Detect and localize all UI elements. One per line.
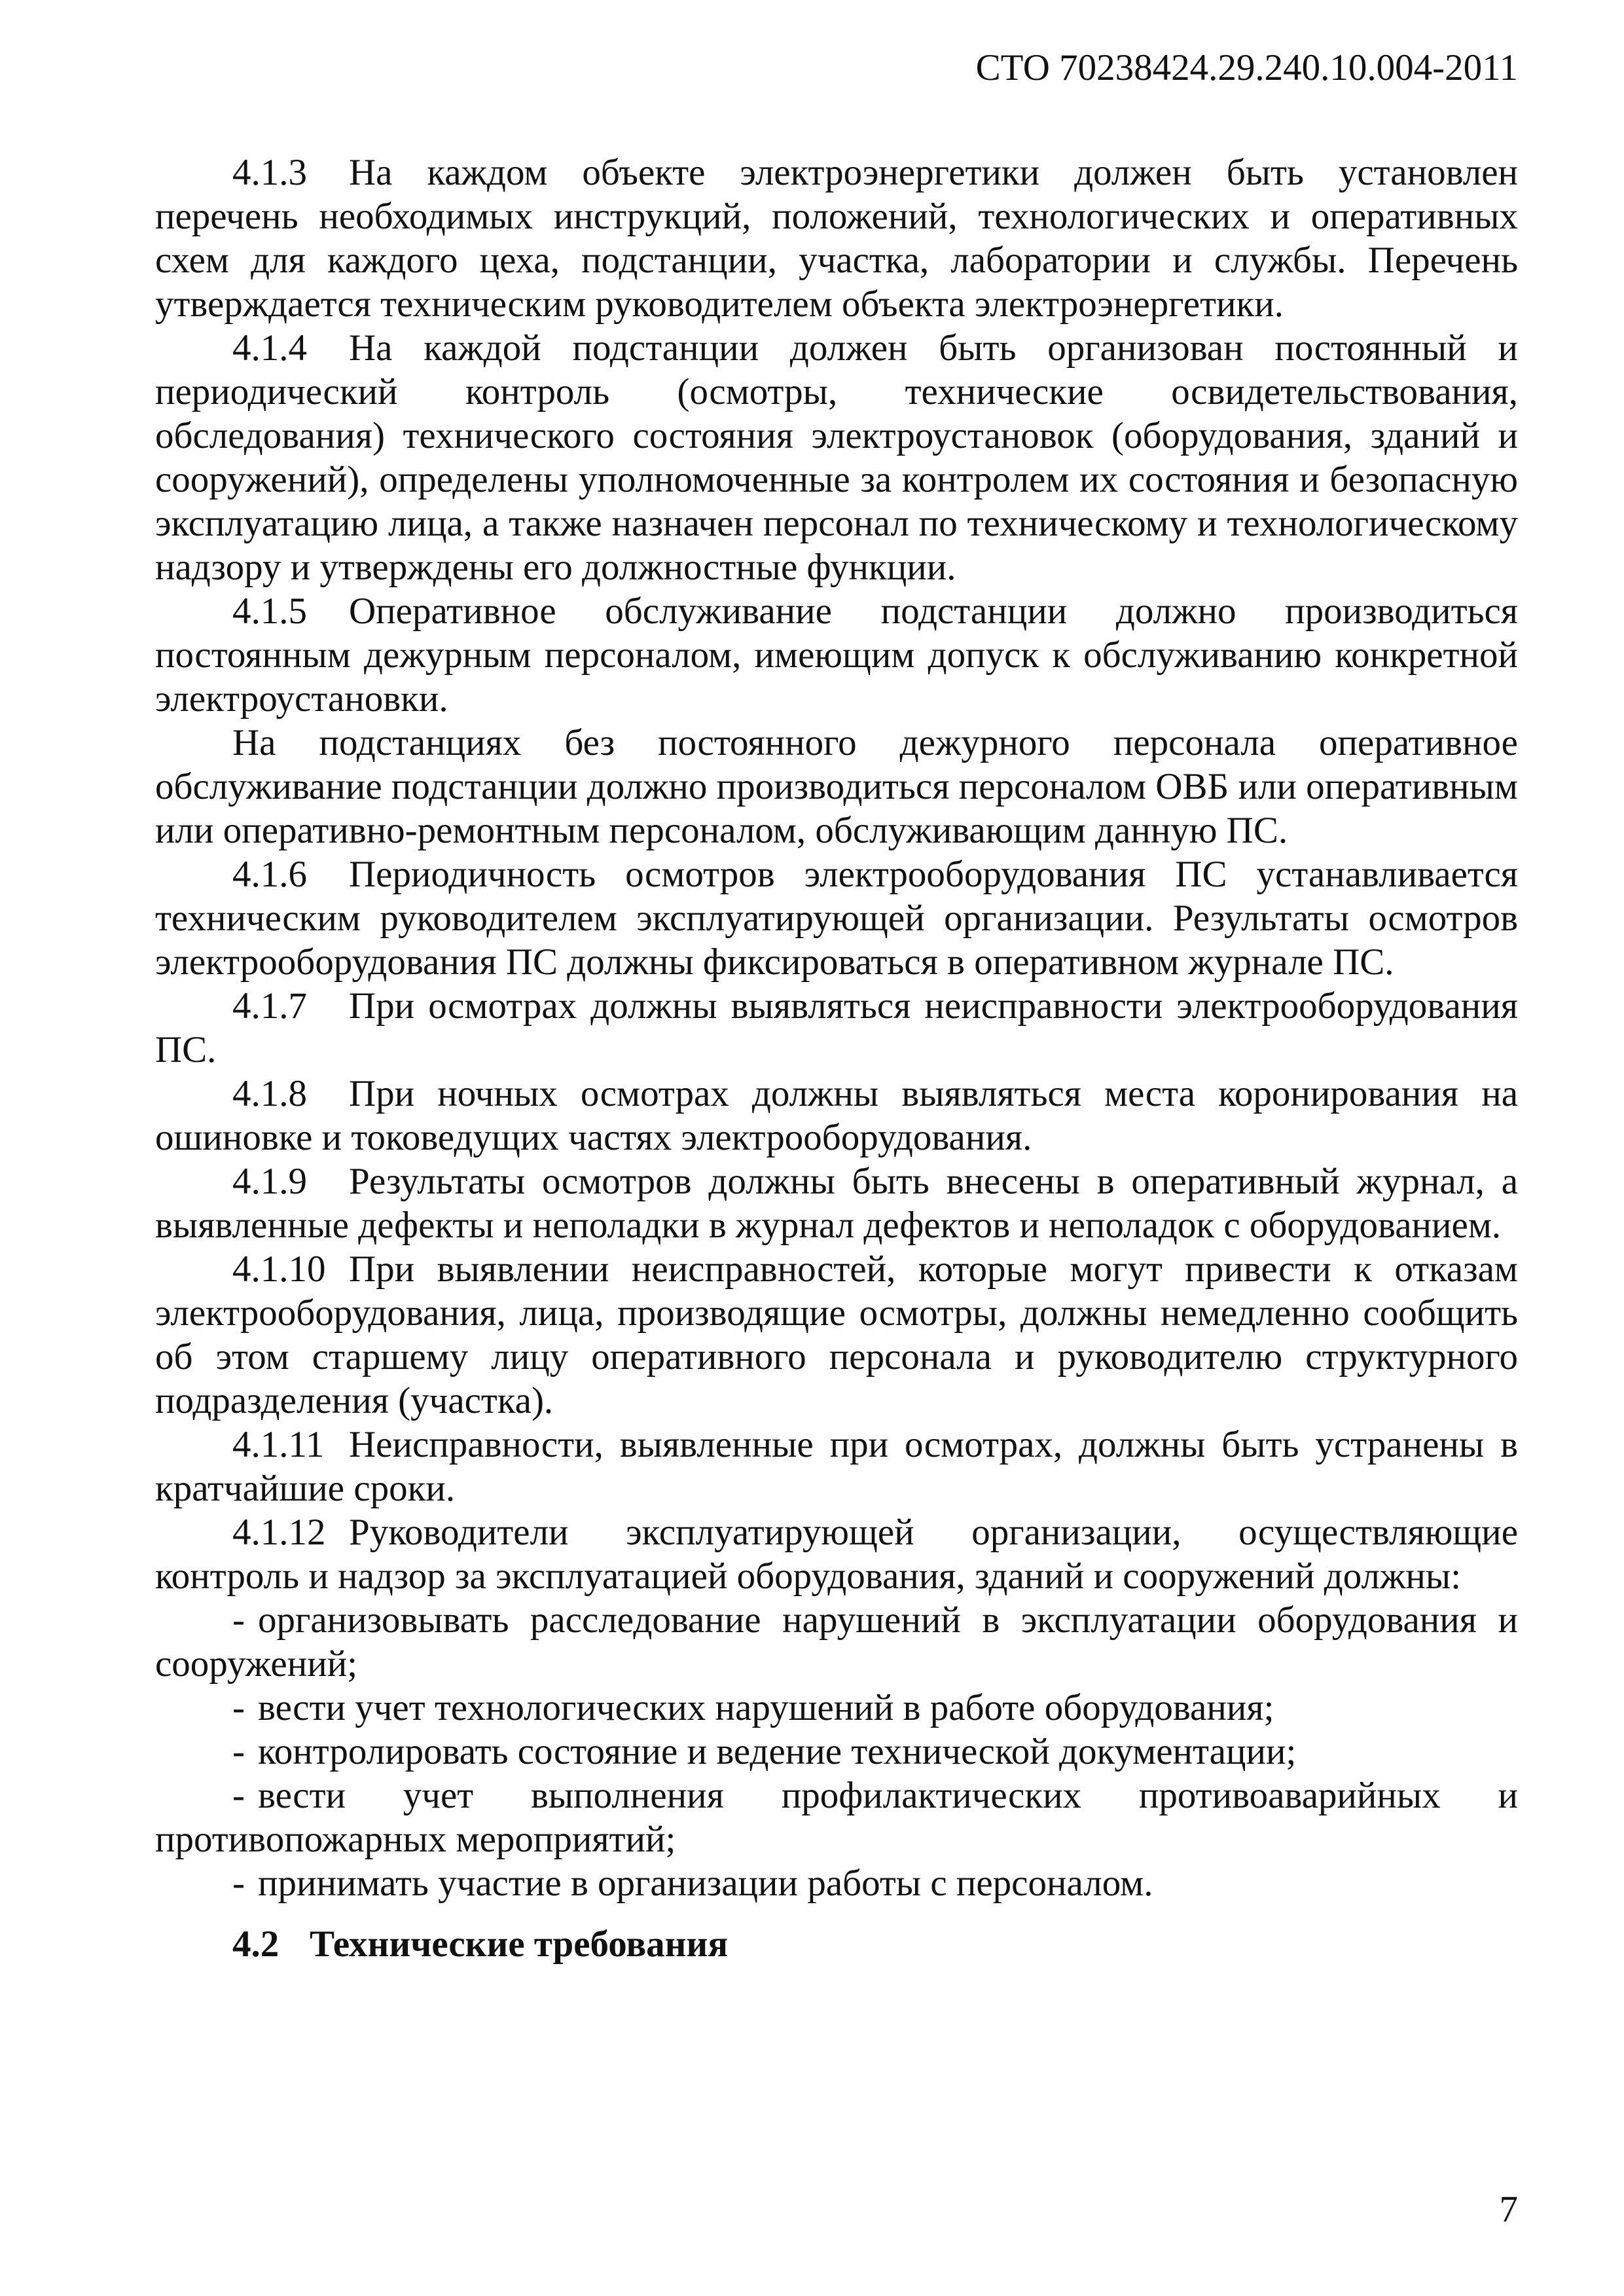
clause-number: 4.1.11 [232, 1424, 325, 1465]
clause-text: Периодичность осмотров электрооборудования ПС устанавливается техническим руководителем эксплуатирующей организации. Результаты осмотров электрооборудования ПС должны фиксироваться в оперативном журнале ПС. [155, 854, 1518, 983]
list-dash: - [232, 1775, 245, 1816]
list-item [155, 1861, 1518, 1905]
clause-text: Неисправности, выявленные при осмотрах, должны быть устранены в кратчайшие сроки. [155, 1424, 1518, 1509]
list-item-text: принимать участие в организации работы с персоналом. [257, 1863, 1153, 1904]
paragraph-4-1-12 [155, 1510, 1518, 1598]
clause-number: 4.1.9 [232, 1161, 307, 1202]
clause-text: На каждой подстанции должен быть организован постоянный и периодический контроль (осмотры, технические освидетельствования, обследования) технического состояния электроустановок (оборудования, зданий и сооружений), определены уполномоченные за контролем их состояния и безопасную эксплуатацию лица, а также назначен персонал по техническому и технологическому надзору и утверждены его должностные функции. [155, 327, 1518, 588]
paragraph-4-1-10 [155, 1247, 1518, 1423]
clause-text: При ночных осмотрах должны выявляться места коронирования на ошиновке и токоведущих частях электрооборудования. [155, 1073, 1518, 1158]
page-number: 7 [1499, 2189, 1518, 2230]
paragraph-4-1-9 [155, 1159, 1518, 1247]
paragraph-4-1-6 [155, 852, 1518, 984]
clause-text: При выявлении неисправностей, которые могут привести к отказам электрооборудования, лица, производящие осмотры, должны немедленно сообщить об этом старшему лицу оперативного персонала и руководителю структурного подразделения (участка). [155, 1248, 1518, 1421]
paragraph-4-1-7 [155, 984, 1518, 1072]
clause-number: 4.1.4 [232, 327, 307, 369]
list-item-text: организовывать расследование нарушений в эксплуатации оборудования и сооружений; [155, 1599, 1518, 1685]
list-dash: - [232, 1731, 245, 1772]
section-title: Технические требования [310, 1923, 729, 1965]
clause-number: 4.1.12 [232, 1512, 326, 1553]
clause-text: При осмотрах должны выявляться неисправности электрооборудования ПС. [155, 985, 1518, 1070]
list-dash: - [232, 1599, 245, 1641]
list-item-text: вести учет выполнения профилактических противоаварийных и противопожарных мероприятий; [155, 1775, 1518, 1860]
document-code-header: СТО 70238424.29.240.10.004-2011 [975, 47, 1518, 88]
clause-number: 4.1.5 [232, 591, 307, 632]
clause-text: На каждом объекте электроэнергетики должен быть установлен перечень необходимых инструкций, положений, технологических и оперативных схем для каждого цеха, подстанции, участка, лаборатории и службы. Перечень утверждается техническим руководителем объекта электроэнергетики. [155, 152, 1518, 325]
clause-text: Результаты осмотров должны быть внесены в оперативный журнал, а выявленные дефекты и неполадки в журнал дефектов и неполадок с оборудованием. [155, 1161, 1518, 1246]
list-dash: - [232, 1687, 245, 1728]
paragraph-4-1-3 [155, 151, 1518, 326]
list-item-text: вести учет технологических нарушений в работе оборудования; [257, 1687, 1274, 1728]
document-body [155, 151, 1518, 1966]
section-number: 4.2 [232, 1923, 280, 1965]
list-item [155, 1774, 1518, 1861]
clause-number: 4.1.8 [232, 1073, 307, 1114]
clause-number: 4.1.6 [232, 854, 307, 895]
paragraph-4-1-8 [155, 1072, 1518, 1159]
clause-number: 4.1.10 [232, 1248, 326, 1290]
clause-number: 4.1.3 [232, 152, 307, 193]
paragraph-4-1-11 [155, 1423, 1518, 1510]
clause-number: 4.1.7 [232, 985, 307, 1027]
list-item [155, 1598, 1518, 1686]
clause-text: Руководители эксплуатирующей организации, осуществляющие контроль и надзор за эксплуатацией оборудования, зданий и сооружений должны: [155, 1512, 1518, 1597]
list-item [155, 1686, 1518, 1730]
section-heading [232, 1922, 1518, 1966]
list-item-text: контролировать состояние и ведение технической документации; [257, 1731, 1297, 1772]
paragraph-4-1-4 [155, 326, 1518, 589]
paragraph-4-1-5 [155, 589, 1518, 721]
list-dash: - [232, 1863, 245, 1904]
paragraph-4-1-5-continued [155, 721, 1518, 852]
list-item [155, 1730, 1518, 1774]
clause-text: Оперативное обслуживание подстанции должно производиться постоянным дежурным персоналом, имеющим допуск к обслуживанию конкретной электроустановки. [155, 591, 1518, 720]
clause-text: На подстанциях без постоянного дежурного персонала оперативное обслуживание подстанции должно производиться персоналом ОВБ или оперативным или оперативно-ремонтным персоналом, обслуживающим данную ПС. [155, 722, 1518, 851]
